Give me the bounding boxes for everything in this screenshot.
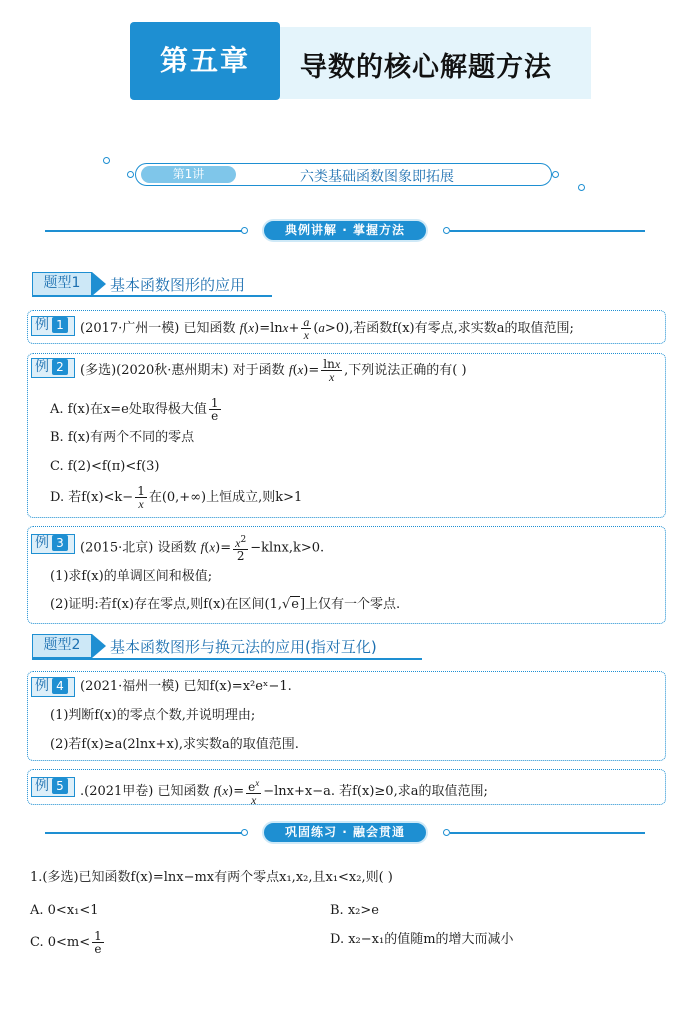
example-tag: 例 4 [31,677,75,697]
divider-pill: 典例讲解 · 掌握方法 [262,219,428,242]
lecture-tag: 第1讲 [141,166,236,183]
lecture-dot-left [103,157,110,164]
example-text: .(2021甲卷) 已知函数 f(x)= $\frac{e^x}{x}$ −lnx+x−a. 若f(x)≥0,求a的取值范围; [80,778,488,807]
example-tag: 例 2 [31,358,75,378]
topic-tag: 题型2 [32,634,92,658]
divider-dot [443,227,450,234]
topic-underline [32,295,272,297]
topic-title: 基本函数图形的应用 [110,276,246,294]
part-2: (2)若f(x)≥a(2lnx+x),求实数a的取值范围. [50,737,299,752]
topic-arrow-icon [92,634,106,658]
option-a: A. f(x)在x=e处取得极大值 $\frac{1}{e}$ [50,396,219,423]
divider-line-right [450,832,645,834]
divider-line-left [45,832,245,834]
example-text: (2021·福州一模) 已知f(x)=x²eˣ−1. [80,679,292,694]
topic-underline [32,658,422,660]
example-text: (2015·北京) 设函数 f(x)= $\frac{x^2}{2}$ −klnx,k>0. [80,535,325,563]
exercise-option-a: A. 0<x₁<1 [30,903,99,918]
exercise-option-b: B. x₂>e [330,903,379,918]
lecture-title: 六类基础函数图象即拓展 [300,169,454,185]
divider-dot [443,829,450,836]
lecture-dot-left2 [127,171,134,178]
chapter-badge: 第五章 [130,22,280,100]
option-c: C. f(2)<f(π)<f(3) [50,459,160,474]
example-text: (2017·广州一模) 已知函数 f(x)=lnx+ $\frac{a}{x}$ (a>0),若函数f(x)有零点,求实数a的取值范围; [80,315,574,342]
part-2: (2)证明:若f(x)存在零点,则f(x)在区间(1,√e]上仅有一个零点. [50,597,401,612]
example-tag: 例 5 [31,777,75,797]
example-tag: 例 1 [31,316,75,336]
option-b: B. f(x)有两个不同的零点 [50,430,195,445]
exercise-question: 1.(多选)已知函数f(x)=lnx−mx有两个零点x₁,x₂,且x₁<x₂,则( ) [30,870,393,885]
example-tag: 例 3 [31,534,75,554]
option-d: D. 若f(x)<k− $\frac{1}{x}$ 在(0,+∞)上恒成立,则k>1 [50,484,303,511]
exercise-option-d: D. x₂−x₁的值随m的增大而减小 [330,932,514,947]
divider-line-left [45,230,245,232]
exercise-option-c: C. 0<m< $\frac{1}{e}$ [30,929,102,956]
divider-dot [241,227,248,234]
topic-tag: 题型1 [32,272,92,296]
divider-pill: 巩固练习 · 融会贯通 [262,821,428,844]
lecture-dot-right2 [578,184,585,191]
chapter-title: 导数的核心解题方法 [300,52,552,83]
divider-line-right [450,230,645,232]
lecture-dot-right [552,171,559,178]
divider-dot [241,829,248,836]
topic-arrow-icon [92,272,106,296]
example-text: (多选)(2020秋·惠州期末) 对于函数 f(x)= $\frac{\ln x}{x}$ ,下列说法正确的有( ) [80,357,467,384]
part-1: (1)求f(x)的单调区间和极值; [50,569,213,584]
topic-title: 基本函数图形与换元法的应用(指对互化) [110,638,377,656]
part-1: (1)判断f(x)的零点个数,并说明理由; [50,708,256,723]
